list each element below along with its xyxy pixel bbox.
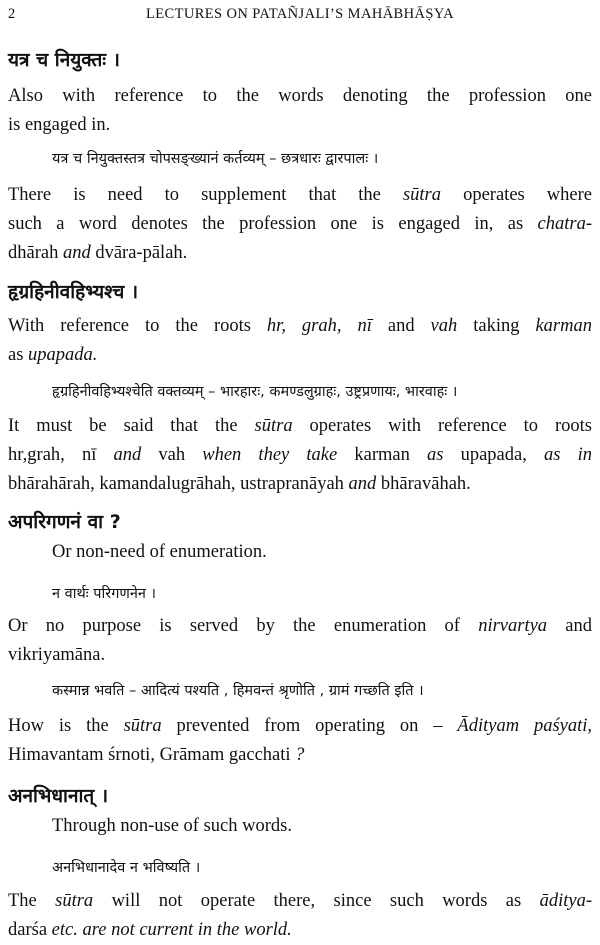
page-header xyxy=(8,4,592,26)
text-segment: taking xyxy=(457,316,536,336)
text-line xyxy=(8,916,592,945)
italic-term: hr, grah, nī xyxy=(266,316,372,336)
text-segment: With reference to the roots xyxy=(8,316,267,336)
text-line xyxy=(8,82,592,111)
sanskrit-quote: कस्मान्न भवति – आदित्यं पश्यति , हिमवन्तं श्रृणोति , ग्रामं गच्छति इति । xyxy=(52,683,424,699)
text-segment: operates where xyxy=(441,185,592,205)
text-segment: How is the xyxy=(8,716,124,736)
italic-term: sūtra xyxy=(123,716,162,736)
translation xyxy=(8,82,592,140)
italic-term: upapada. xyxy=(28,345,98,365)
italic-term: and xyxy=(96,445,159,465)
text-line xyxy=(8,210,592,239)
text-segment: The xyxy=(8,891,56,911)
text-line xyxy=(8,612,592,641)
italic-term: karman xyxy=(535,316,592,336)
text-line xyxy=(8,470,592,499)
sanskrit-heading: यत्र च नियुक्तः । xyxy=(8,49,120,71)
italic-term: chatra- xyxy=(537,214,592,234)
translation xyxy=(52,812,592,841)
sanskrit-quote: हृग्रहिनीवहिभ्यश्चेति वक्तव्यम् – भारहारः, कमण्डलुग्राहः, उष्ट्रप्रणायः, भारवाहः । xyxy=(52,384,458,400)
explanation xyxy=(8,887,592,945)
text-segment: vah xyxy=(158,445,186,465)
text-segment: There is need to supplement that the xyxy=(8,185,403,205)
text-segment: bhāravāhah. xyxy=(380,474,471,494)
text-segment: prevented from operating on – xyxy=(161,716,458,736)
sanskrit-heading: अपरिगणनं वा ? xyxy=(8,511,121,533)
running-title: LECTURES ON PATAÑJALI’S MAHĀBHĀṢYA xyxy=(146,6,454,22)
italic-term: vah xyxy=(430,316,458,336)
text-segment: is engaged in. xyxy=(8,115,111,135)
text-segment: darśa xyxy=(8,920,48,940)
text-segment: and xyxy=(547,616,592,636)
italic-term: sūtra xyxy=(254,416,293,436)
text-segment: operates with reference to roots xyxy=(292,416,592,436)
text-line xyxy=(8,111,592,140)
explanation xyxy=(8,612,592,670)
text-segment: karman xyxy=(354,445,410,465)
italic-term: nirvartya xyxy=(478,616,548,636)
text-segment: will not operate there, since such words as xyxy=(93,891,540,911)
page-number: 2 xyxy=(8,6,16,22)
text-line xyxy=(8,712,592,741)
text-line xyxy=(8,181,592,210)
text-segment: Or no purpose is served by the enumeration of xyxy=(8,616,479,636)
text-line xyxy=(8,741,592,770)
text-segment: Also with reference to the words denoting the profession one xyxy=(8,86,592,106)
italic-term: ? xyxy=(290,745,305,765)
italic-term: as xyxy=(409,445,461,465)
text-line xyxy=(8,341,592,370)
text-segment: Or non-need of enumeration. xyxy=(52,542,267,562)
text-line xyxy=(8,887,592,916)
text-segment: bhārahārah, kamandalugrāhah, ustrapranāyah xyxy=(8,474,344,494)
sanskrit-quote: न वार्थः परिगणनेन । xyxy=(52,586,157,602)
sanskrit-heading: हृग्रहिनीवहिभ्यश्च । xyxy=(8,281,139,303)
text-segment: Himavantam śrnoti, Grāmam gacchati xyxy=(8,745,291,765)
sanskrit-heading: अनभिधानात् । xyxy=(8,785,109,807)
text-line xyxy=(8,239,592,268)
text-segment: dvāra-pālah. xyxy=(95,243,188,263)
explanation xyxy=(8,181,592,268)
text-segment: hr,grah, nī xyxy=(8,445,97,465)
italic-term: Ādityam paśyati, xyxy=(457,716,592,736)
text-segment: It must be said that the xyxy=(8,416,255,436)
italic-term: as in xyxy=(526,445,592,465)
text-segment: Through non-use of such words. xyxy=(52,816,292,836)
text-segment: as xyxy=(8,345,29,365)
text-line xyxy=(52,538,592,567)
text-segment: upapada, xyxy=(460,445,527,465)
italic-term: sūtra xyxy=(402,185,442,205)
italic-term: when they take xyxy=(185,445,355,465)
italic-term: etc. are not current in the world. xyxy=(47,920,292,940)
explanation xyxy=(8,412,592,499)
explanation xyxy=(8,712,592,770)
translation xyxy=(8,312,592,370)
text-line xyxy=(8,441,592,470)
italic-term: sūtra xyxy=(55,891,94,911)
translation xyxy=(52,538,592,567)
text-segment: dhārah xyxy=(8,243,59,263)
text-segment: such a word denotes the profession one is engaged in, as xyxy=(8,214,538,234)
text-line xyxy=(52,812,592,841)
sanskrit-quote: अनभिधानादेव न भविष्यति । xyxy=(52,860,201,876)
text-line xyxy=(8,412,592,441)
italic-term: and xyxy=(343,474,381,494)
italic-term: and xyxy=(58,243,96,263)
text-line xyxy=(8,641,592,670)
italic-term: āditya- xyxy=(539,891,592,911)
text-line xyxy=(8,312,592,341)
text-segment: and xyxy=(371,316,431,336)
sanskrit-quote: यत्र च नियुक्तस्तत्र चोपसङ्ख्यानं कर्तव्यम् – छत्रधारः द्वारपालः । xyxy=(52,151,379,167)
text-segment: vikriyamāna. xyxy=(8,645,106,665)
